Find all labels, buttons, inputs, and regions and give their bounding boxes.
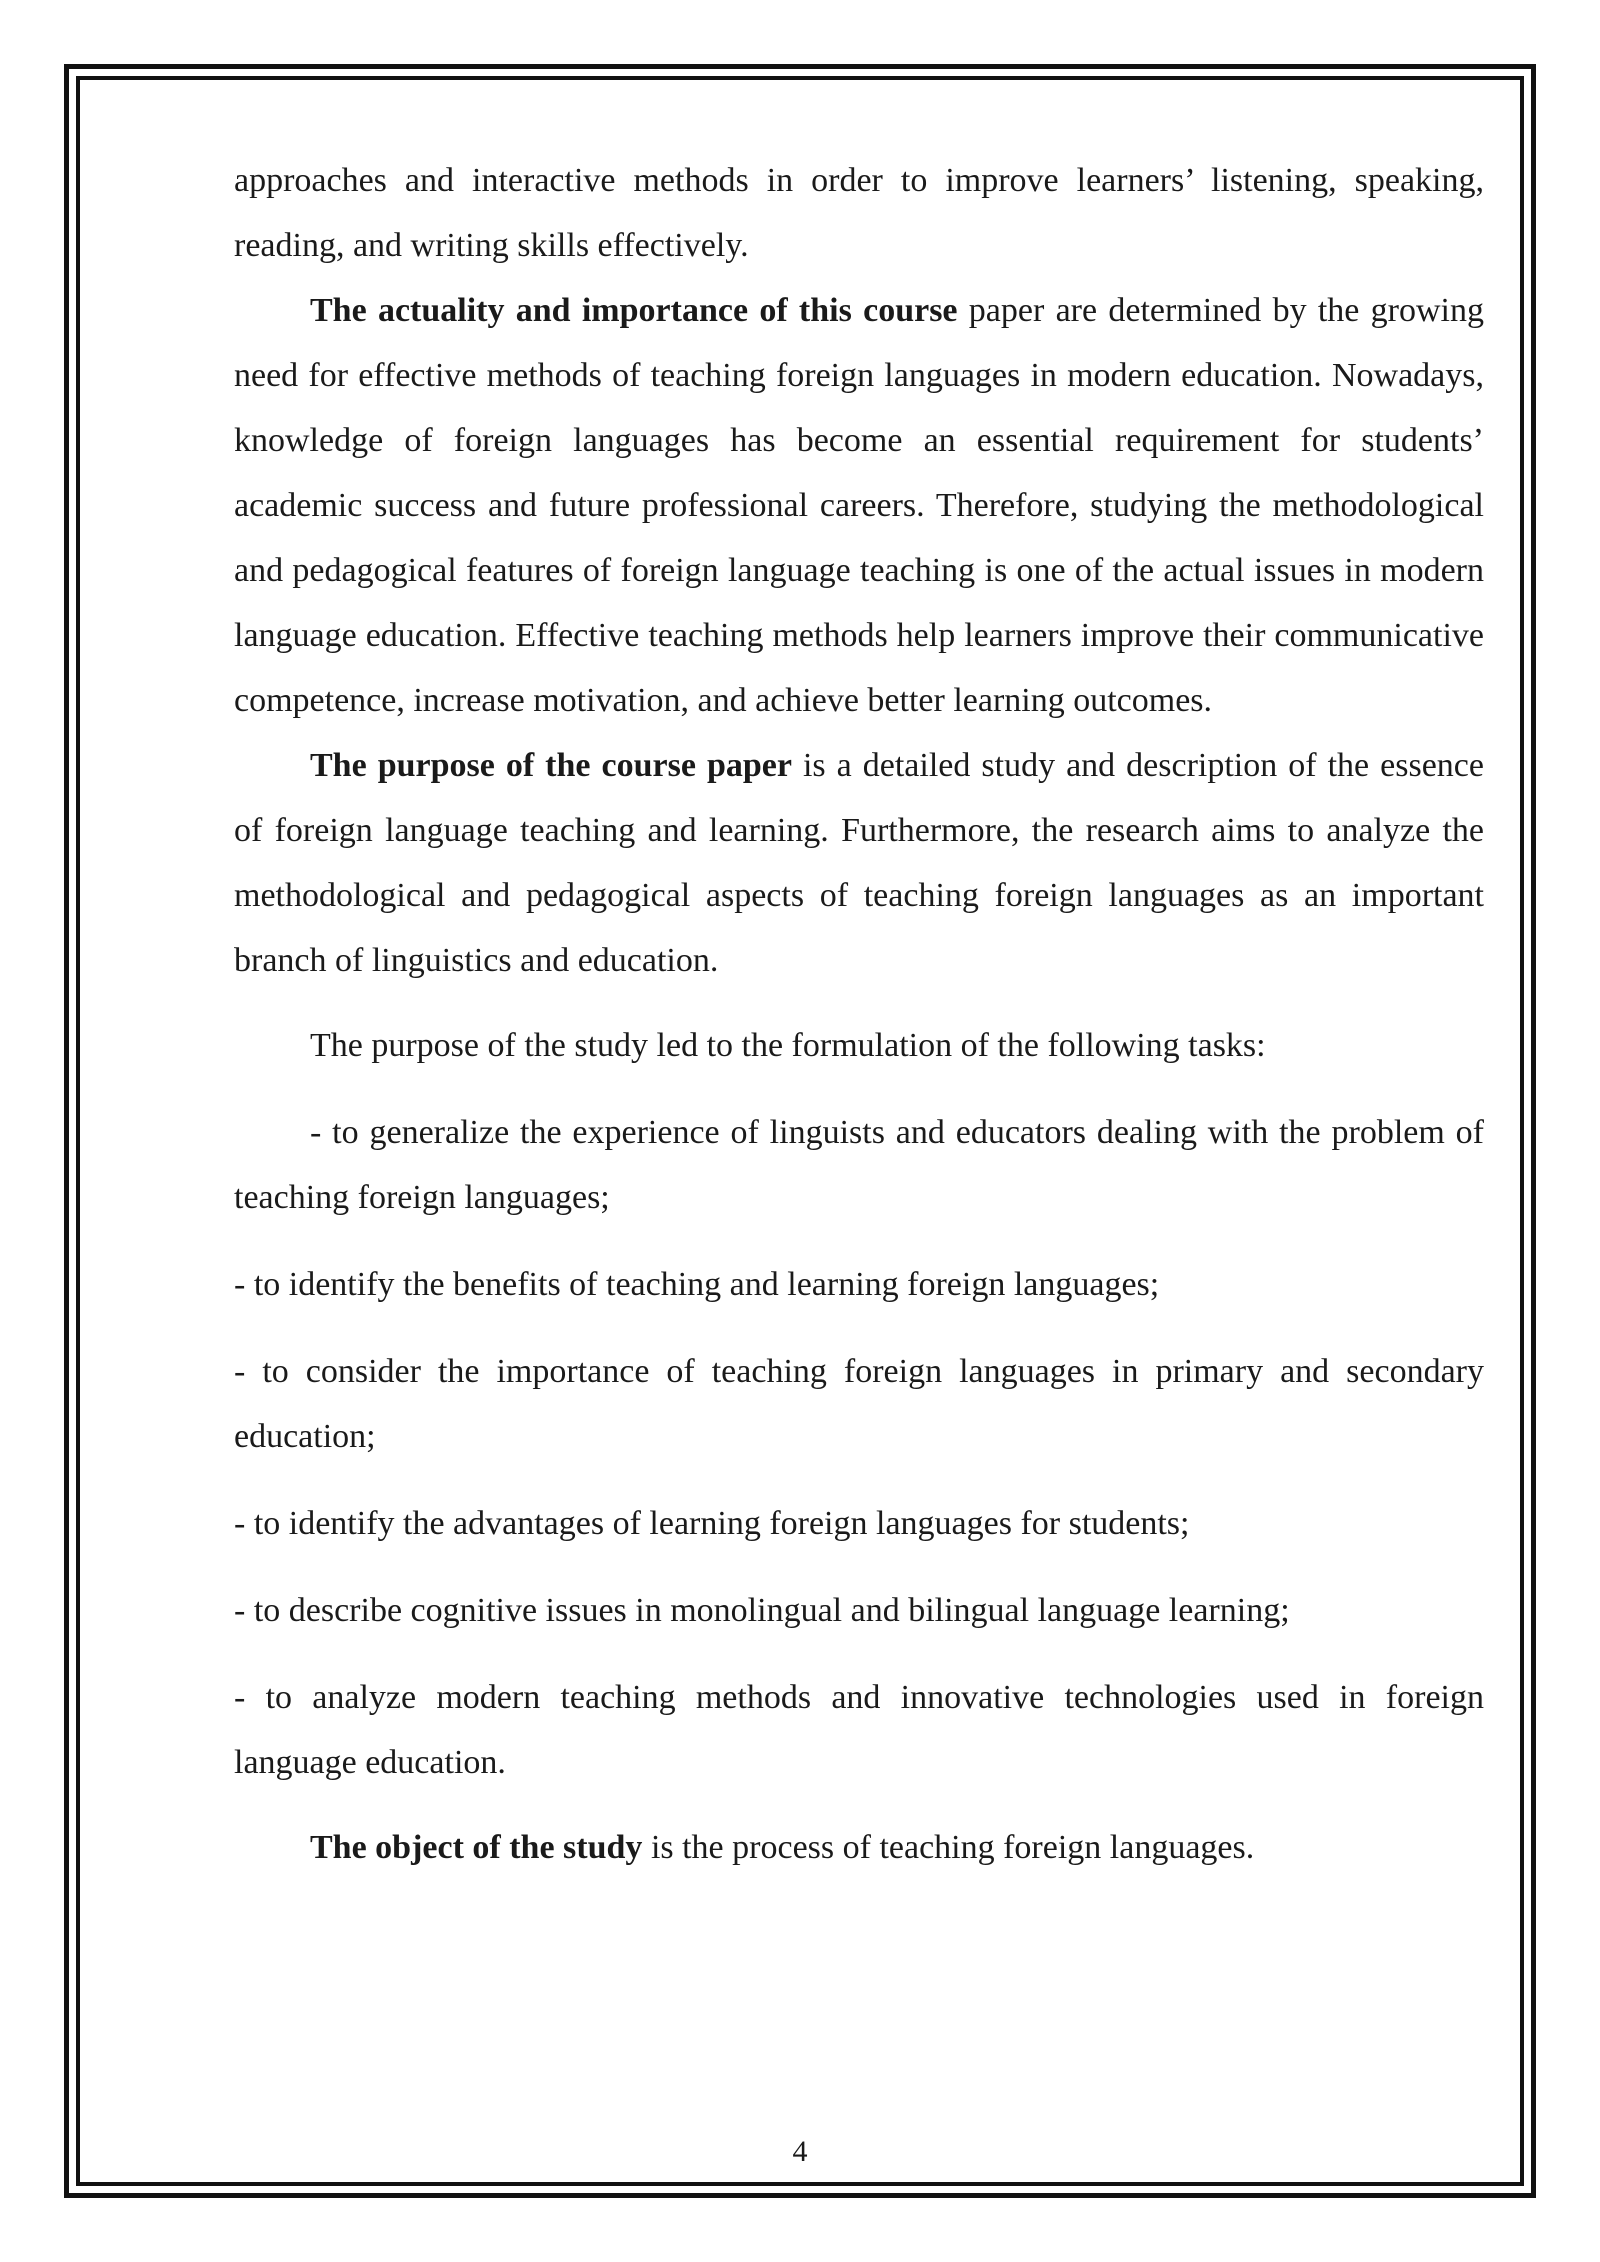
intro-continuation: approaches and interactive methods in order to improve learners’ listening, speaking, reading, and writing skills effectively.: [234, 162, 1484, 264]
spacer: [234, 1230, 1484, 1252]
actuality-paragraph: [234, 278, 1484, 733]
task-item-2: - to identify the benefits of teaching and learning foreign languages;: [234, 1266, 1160, 1303]
actuality-heading: The actuality and importance of this course: [310, 292, 958, 329]
object-text: is the process of teaching foreign languages.: [642, 1829, 1255, 1866]
task-item-5: - to describe cognitive issues in monolingual and bilingual language learning;: [234, 1592, 1290, 1629]
tasks-intro: The purpose of the study led to the formulation of the following tasks:: [310, 1027, 1266, 1064]
spacer: [234, 993, 1484, 1013]
purpose-paragraph: [234, 733, 1484, 993]
task-item-3: - to consider the importance of teaching foreign languages in primary and secondary education;: [234, 1353, 1484, 1455]
spacer: [234, 1078, 1484, 1100]
task-item-6: - to analyze modern teaching methods and innovative technologies used in foreign language education.: [234, 1679, 1484, 1781]
document-body: [234, 148, 1484, 1880]
task-item-4: - to identify the advantages of learning foreign languages for students;: [234, 1505, 1190, 1542]
page-number: 4: [792, 2135, 808, 2168]
purpose-text: is a detailed study and description of the essence of foreign language teaching and learning. Furthermore, the research aims to analyze the methodological and pedagogical aspects of teaching foreign languages as an important branch of linguistics and education.: [234, 747, 1484, 979]
actuality-text: paper are determined by the growing need for effective methods of teaching foreign languages in modern education. Nowadays, knowledge of foreign languages has become an essential requirement for students’ academic success and future professional careers. Therefore, studying the methodological and pedagogical features of foreign language teaching is one of the actual issues in modern language education. Effective teaching methods help learners improve their communicative competence, increase motivation, and achieve better learning outcomes.: [234, 292, 1484, 719]
object-paragraph: [234, 1815, 1484, 1880]
purpose-heading: The purpose of the course paper: [310, 747, 792, 784]
spacer: [234, 1469, 1484, 1491]
spacer: [234, 1556, 1484, 1578]
object-heading: The object of the study: [310, 1829, 643, 1866]
task-item-1: - to generalize the experience of linguists and educators dealing with the problem of teaching foreign languages;: [234, 1114, 1484, 1216]
spacer: [234, 1795, 1484, 1815]
spacer: [234, 1317, 1484, 1339]
spacer: [234, 1643, 1484, 1665]
